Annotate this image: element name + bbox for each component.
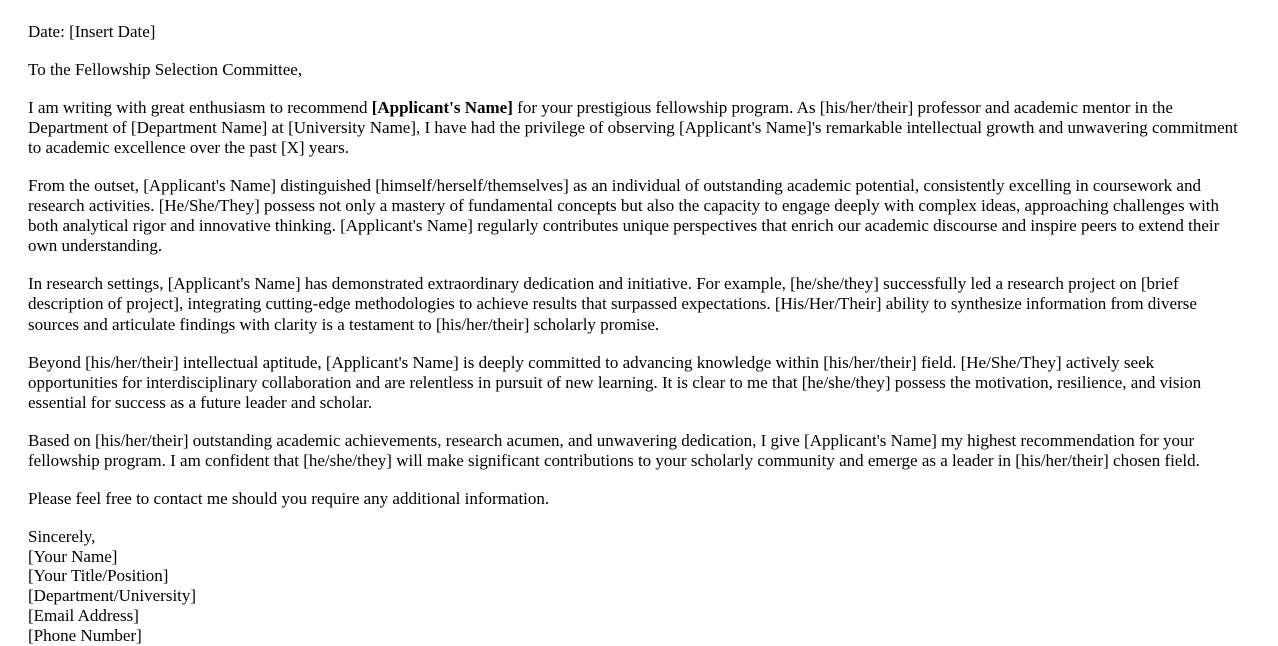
paragraph-recommendation: Based on [his/her/their] outstanding academic achievements, research acumen, and unwavering dedication, I give [Applicant's Name] my highest recommendation for your fellowship program. I am confident that [he/she/they] will make significant contributions to your scholarly community and emerge as a leader in [his/her/their] chosen field. bbox=[28, 430, 1200, 470]
signature-affiliation: [Department/University] bbox=[28, 586, 197, 606]
paragraph-character: Beyond [his/her/their] intellectual aptitude, [Applicant's Name] is deeply committed to advancing knowledge within [his/her/their] field. [He/She/They] actively seek opportunities for interdisciplinary collaboration and are relentless in pursuit of new learning. It is clear to me that [he/she/they] possess the motivation, resilience, and vision essential for success as a future leader and scholar. bbox=[28, 352, 1202, 412]
signature-phone: [Phone Number] bbox=[28, 625, 142, 645]
paragraph-academics: From the outset, [Applicant's Name] distinguished [himself/herself/themselves] as an individual of outstanding academic potential, consistently excelling in coursework and research activities. [He/She/They] possess not only a mastery of fundamental concepts but also the capacity to engage deeply with complex ideas, approaching challenges with both analytical rigor and innovative thinking. [Applicant's Name] regularly contributes unique perspectives that enrich our academic discourse and inspire peers to extend their own understanding. bbox=[28, 176, 1220, 256]
paragraph-research: In research settings, [Applicant's Name] has demonstrated extraordinary dedication and initiative. For example, [he/she/they] successfully led a research project on [brief description of project], integrating cutting-edge methodologies to achieve results that surpassed expectations. [His/Her/Their] ability to synthesize information from diverse sources and articulate findings with clarity is a testament to [his/her/their] scholarly promise. bbox=[28, 274, 1197, 334]
signature-title: [Your Title/Position] bbox=[28, 566, 169, 586]
salutation: To the Fellowship Selection Committee, bbox=[28, 60, 303, 80]
signature-name: [Your Name] bbox=[28, 546, 118, 566]
paragraph-closing-offer: Please feel free to contact me should you require any additional information. bbox=[28, 488, 550, 508]
paragraph-intro bbox=[28, 98, 1243, 158]
signature-block bbox=[28, 527, 1250, 646]
signature-closing: Sincerely, bbox=[28, 526, 96, 546]
intro-text-after: for your prestigious fellowship program. As [his/her/their] professor and academic mentor in the Department of [Department Name] at [University Name], I have had the privilege of observing [Applicant's Name]'s remarkable intellectual growth and unwavering commitment to academic excellence over the past [X] years. bbox=[28, 98, 1238, 158]
signature-email: [Email Address] bbox=[28, 606, 139, 626]
intro-text-before: I am writing with great enthusiasm to recommend bbox=[28, 98, 372, 118]
date-line: Date: [Insert Date] bbox=[28, 22, 156, 41]
applicant-name-emphasis: [Applicant's Name] bbox=[371, 98, 513, 118]
